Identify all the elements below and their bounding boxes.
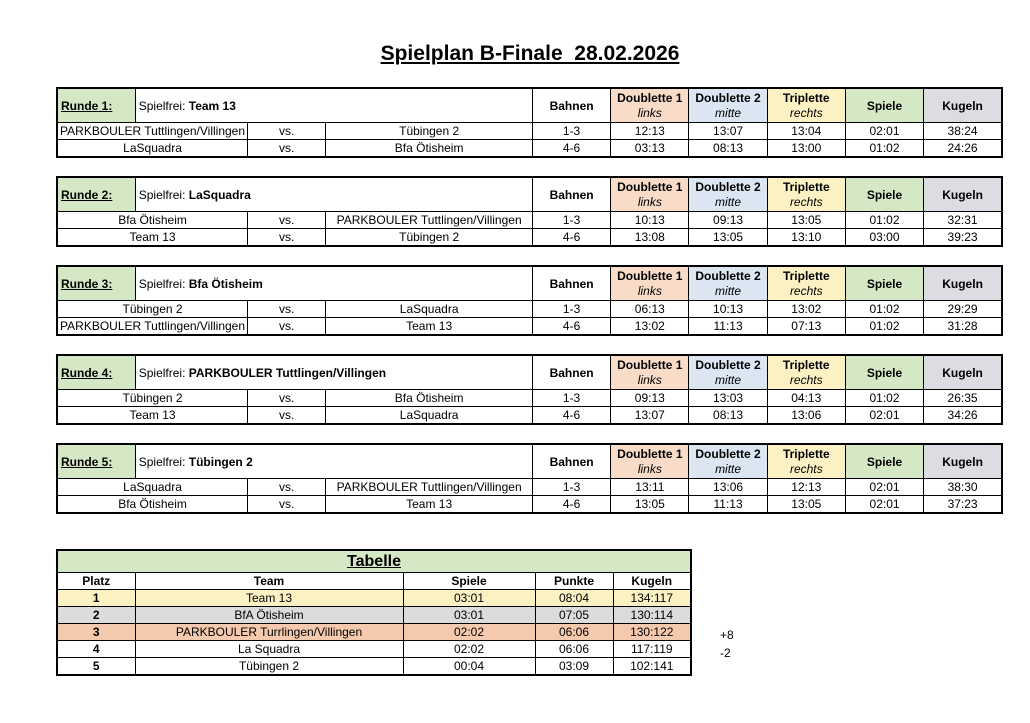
away-team: LaSquadra (326, 407, 533, 425)
doublette1-score: 03:13 (611, 140, 689, 158)
doublette1-title: Doublette 1 (617, 179, 683, 194)
spiele-cell: 03:01 (403, 607, 535, 624)
away-team: LaSquadra (326, 301, 533, 318)
round-table (56, 265, 1003, 336)
triplette-score: 13:02 (767, 301, 845, 318)
triplette-score: 12:13 (767, 479, 845, 496)
round-label: Runde 3: (57, 266, 135, 301)
triplette-score: 07:13 (767, 318, 845, 336)
home-team: Tübingen 2 (57, 301, 248, 318)
bahnen-cell: 4-6 (532, 229, 610, 247)
spielfrei-prefix: Spielfrei: (138, 365, 189, 380)
away-team: PARKBOULER Tuttlingen/Villingen (326, 212, 533, 229)
match-row (57, 496, 1002, 514)
round-table (56, 354, 1003, 425)
bahnen-cell: 1-3 (532, 301, 610, 318)
doublette2-score: 09:13 (689, 212, 767, 229)
spielfrei-cell (135, 266, 532, 301)
vs-label: vs. (248, 212, 326, 229)
doublette2-score: 08:13 (689, 140, 767, 158)
spiele-score: 02:01 (845, 407, 923, 425)
doublette2-title: Doublette 2 (695, 357, 761, 372)
away-team: Bfa Ötisheim (326, 140, 533, 158)
team-cell: PARKBOULER Turrlingen/Villingen (135, 624, 403, 641)
doublette1-score: 13:02 (611, 318, 689, 336)
triplette-title: Triplette (782, 446, 830, 461)
triplette-title: Triplette (782, 90, 830, 105)
platz-cell: 2 (57, 607, 135, 624)
home-team: LaSquadra (57, 479, 248, 496)
team-cell: BfA Ötisheim (135, 607, 403, 624)
spielfrei-cell (135, 444, 532, 479)
team-cell: La Squadra (135, 641, 403, 658)
doublette1-score: 13:11 (611, 479, 689, 496)
bahnen-cell: 1-3 (532, 479, 610, 496)
spiele-header: Spiele (845, 177, 923, 212)
spiele-score: 02:01 (845, 479, 923, 496)
round-label: Runde 2: (57, 177, 135, 212)
diff-note: +8 (720, 628, 734, 642)
match-row (57, 229, 1002, 247)
doublette2-score: 13:06 (689, 479, 767, 496)
triplette-score: 04:13 (767, 390, 845, 407)
match-row (57, 318, 1002, 336)
doublette2-score: 08:13 (689, 407, 767, 425)
punkte-cell: 08:04 (535, 590, 613, 607)
triplette-score: 13:10 (767, 229, 845, 247)
triplette-header (767, 266, 845, 301)
kugeln-score: 32:31 (924, 212, 1002, 229)
triplette-sub: rechts (789, 105, 823, 120)
doublette2-sub: mitte (715, 194, 742, 209)
match-row (57, 123, 1002, 140)
bahnen-cell: 4-6 (532, 318, 610, 336)
doublette2-header (689, 355, 767, 390)
spielfrei-team: Team 13 (188, 98, 236, 113)
doublette2-title: Doublette 2 (695, 268, 761, 283)
doublette2-score: 13:05 (689, 229, 767, 247)
doublette1-title: Doublette 1 (617, 90, 683, 105)
doublette2-sub: mitte (715, 283, 742, 298)
spiele-cell: 02:02 (403, 624, 535, 641)
doublette1-score: 10:13 (611, 212, 689, 229)
spiele-cell: 00:04 (403, 658, 535, 676)
kugeln-score: 34:26 (924, 407, 1002, 425)
vs-label: vs. (248, 318, 326, 336)
platz-cell: 3 (57, 624, 135, 641)
punkte-cell: 03:09 (535, 658, 613, 676)
spielfrei-prefix: Spielfrei: (138, 98, 189, 113)
col-header-punkte: Punkte (535, 573, 613, 590)
kugeln-header: Kugeln (924, 355, 1002, 390)
doublette1-title: Doublette 1 (617, 446, 683, 461)
bahnen-cell: 1-3 (532, 390, 610, 407)
spielfrei-prefix: Spielfrei: (138, 187, 189, 202)
doublette1-score: 13:07 (611, 407, 689, 425)
triplette-score: 13:04 (767, 123, 845, 140)
spiele-score: 02:01 (845, 496, 923, 514)
kugeln-cell: 130:122 (613, 624, 691, 641)
kugeln-cell: 130:114 (613, 607, 691, 624)
triplette-header (767, 444, 845, 479)
doublette2-sub: mitte (715, 105, 742, 120)
doublette1-header (611, 444, 689, 479)
kugeln-header: Kugeln (924, 88, 1002, 123)
vs-label: vs. (248, 229, 326, 247)
spiele-score: 02:01 (845, 123, 923, 140)
spiele-header: Spiele (845, 266, 923, 301)
bahnen-cell: 4-6 (532, 496, 610, 514)
kugeln-header: Kugeln (924, 266, 1002, 301)
spielfrei-prefix: Spielfrei: (138, 276, 189, 291)
kugeln-score: 39:23 (924, 229, 1002, 247)
spielfrei-team: LaSquadra (188, 187, 251, 202)
vs-label: vs. (248, 301, 326, 318)
doublette1-header (611, 88, 689, 123)
doublette1-score: 06:13 (611, 301, 689, 318)
home-team: LaSquadra (57, 140, 248, 158)
triplette-sub: rechts (789, 461, 823, 476)
doublette1-header (611, 177, 689, 212)
doublette1-sub: links (637, 461, 662, 476)
away-team: Tübingen 2 (326, 229, 533, 247)
standings-table (56, 549, 692, 676)
away-team: Team 13 (326, 496, 533, 514)
doublette1-score: 12:13 (611, 123, 689, 140)
platz-cell: 5 (57, 658, 135, 676)
punkte-cell: 07:05 (535, 607, 613, 624)
kugeln-score: 38:24 (924, 123, 1002, 140)
spielfrei-prefix: Spielfrei: (138, 454, 189, 469)
bahnen-cell: 1-3 (532, 212, 610, 229)
away-team: Team 13 (326, 318, 533, 336)
punkte-cell: 06:06 (535, 624, 613, 641)
doublette1-header (611, 266, 689, 301)
home-team: Bfa Ötisheim (57, 212, 248, 229)
vs-label: vs. (248, 140, 326, 158)
kugeln-score: 38:30 (924, 479, 1002, 496)
spielfrei-team: Tübingen 2 (188, 454, 253, 469)
bahnen-header: Bahnen (532, 444, 610, 479)
match-row (57, 479, 1002, 496)
triplette-score: 13:05 (767, 212, 845, 229)
col-header-team: Team (135, 573, 403, 590)
doublette2-header (689, 444, 767, 479)
bahnen-cell: 4-6 (532, 140, 610, 158)
doublette1-score: 13:05 (611, 496, 689, 514)
spiele-cell: 03:01 (403, 590, 535, 607)
doublette1-sub: links (637, 283, 662, 298)
doublette2-sub: mitte (715, 372, 742, 387)
col-header-platz: Platz (57, 573, 135, 590)
spiele-score: 01:02 (845, 390, 923, 407)
spiele-score: 01:02 (845, 301, 923, 318)
home-team: Team 13 (57, 229, 248, 247)
triplette-score: 13:05 (767, 496, 845, 514)
table-row (57, 590, 691, 607)
triplette-title: Triplette (782, 268, 830, 283)
table-row (57, 658, 691, 676)
triplette-title: Triplette (782, 357, 830, 372)
spiele-cell: 02:02 (403, 641, 535, 658)
diff-note: -2 (720, 646, 731, 660)
vs-label: vs. (248, 407, 326, 425)
bahnen-cell: 1-3 (532, 123, 610, 140)
triplette-header (767, 177, 845, 212)
team-cell: Tübingen 2 (135, 658, 403, 676)
triplette-score: 13:06 (767, 407, 845, 425)
bahnen-header: Bahnen (532, 177, 610, 212)
round-table (56, 87, 1003, 158)
doublette2-score: 11:13 (689, 496, 767, 514)
team-cell: Team 13 (135, 590, 403, 607)
triplette-sub: rechts (789, 194, 823, 209)
kugeln-cell: 102:141 (613, 658, 691, 676)
doublette1-sub: links (637, 372, 662, 387)
doublette1-score: 09:13 (611, 390, 689, 407)
spiele-score: 01:02 (845, 318, 923, 336)
doublette2-title: Doublette 2 (695, 446, 761, 461)
table-row (57, 641, 691, 658)
match-row (57, 212, 1002, 229)
vs-label: vs. (248, 123, 326, 140)
doublette1-header (611, 355, 689, 390)
kugeln-header: Kugeln (924, 177, 1002, 212)
vs-label: vs. (248, 496, 326, 514)
table-row (57, 607, 691, 624)
spiele-header: Spiele (845, 444, 923, 479)
page-title: Spielplan B-Finale 28.02.2026 (380, 42, 680, 65)
doublette2-sub: mitte (715, 461, 742, 476)
platz-cell: 4 (57, 641, 135, 658)
spielfrei-cell (135, 88, 532, 123)
bahnen-cell: 4-6 (532, 407, 610, 425)
triplette-sub: rechts (789, 372, 823, 387)
round-label: Runde 5: (57, 444, 135, 479)
doublette2-title: Doublette 2 (695, 179, 761, 194)
doublette2-score: 13:03 (689, 390, 767, 407)
kugeln-header: Kugeln (924, 444, 1002, 479)
kugeln-cell: 134:117 (613, 590, 691, 607)
bahnen-header: Bahnen (532, 88, 610, 123)
bahnen-header: Bahnen (532, 355, 610, 390)
doublette1-sub: links (637, 194, 662, 209)
match-row (57, 390, 1002, 407)
doublette2-header (689, 88, 767, 123)
kugeln-score: 37:23 (924, 496, 1002, 514)
match-row (57, 301, 1002, 318)
spielfrei-team: PARKBOULER Tuttlingen/Villingen (188, 365, 387, 380)
triplette-score: 13:00 (767, 140, 845, 158)
standings-title: Tabelle (57, 550, 691, 573)
match-row (57, 140, 1002, 158)
triplette-title: Triplette (782, 179, 830, 194)
spiele-header: Spiele (845, 88, 923, 123)
col-header-spiele: Spiele (403, 573, 535, 590)
kugeln-score: 26:35 (924, 390, 1002, 407)
doublette2-score: 11:13 (689, 318, 767, 336)
home-team: Team 13 (57, 407, 248, 425)
home-team: Bfa Ötisheim (57, 496, 248, 514)
spiele-header: Spiele (845, 355, 923, 390)
doublette1-title: Doublette 1 (617, 268, 683, 283)
spielfrei-team: Bfa Ötisheim (188, 276, 263, 291)
doublette1-score: 13:08 (611, 229, 689, 247)
vs-label: vs. (248, 479, 326, 496)
away-team: PARKBOULER Tuttlingen/Villingen (326, 479, 533, 496)
home-team: Tübingen 2 (57, 390, 248, 407)
doublette2-score: 10:13 (689, 301, 767, 318)
doublette1-title: Doublette 1 (617, 357, 683, 372)
vs-label: vs. (248, 390, 326, 407)
spiele-score: 01:02 (845, 212, 923, 229)
doublette2-header (689, 266, 767, 301)
triplette-header (767, 88, 845, 123)
round-table (56, 443, 1003, 514)
round-label: Runde 1: (57, 88, 135, 123)
triplette-header (767, 355, 845, 390)
doublette1-sub: links (637, 105, 662, 120)
kugeln-score: 29:29 (924, 301, 1002, 318)
platz-cell: 1 (57, 590, 135, 607)
home-team: PARKBOULER Tuttlingen/Villingen (57, 318, 248, 336)
spiele-score: 01:02 (845, 140, 923, 158)
punkte-cell: 06:06 (535, 641, 613, 658)
doublette2-title: Doublette 2 (695, 90, 761, 105)
kugeln-score: 31:28 (924, 318, 1002, 336)
kugeln-score: 24:26 (924, 140, 1002, 158)
doublette2-header (689, 177, 767, 212)
kugeln-cell: 117:119 (613, 641, 691, 658)
home-team: PARKBOULER Tuttlingen/Villingen (57, 123, 248, 140)
spielfrei-cell (135, 355, 532, 390)
away-team: Tübingen 2 (326, 123, 533, 140)
bahnen-header: Bahnen (532, 266, 610, 301)
doublette2-score: 13:07 (689, 123, 767, 140)
table-row (57, 624, 691, 641)
away-team: Bfa Ötisheim (326, 390, 533, 407)
spielfrei-cell (135, 177, 532, 212)
round-table (56, 176, 1003, 247)
spiele-score: 03:00 (845, 229, 923, 247)
match-row (57, 407, 1002, 425)
triplette-sub: rechts (789, 283, 823, 298)
round-label: Runde 4: (57, 355, 135, 390)
col-header-kugeln: Kugeln (613, 573, 691, 590)
